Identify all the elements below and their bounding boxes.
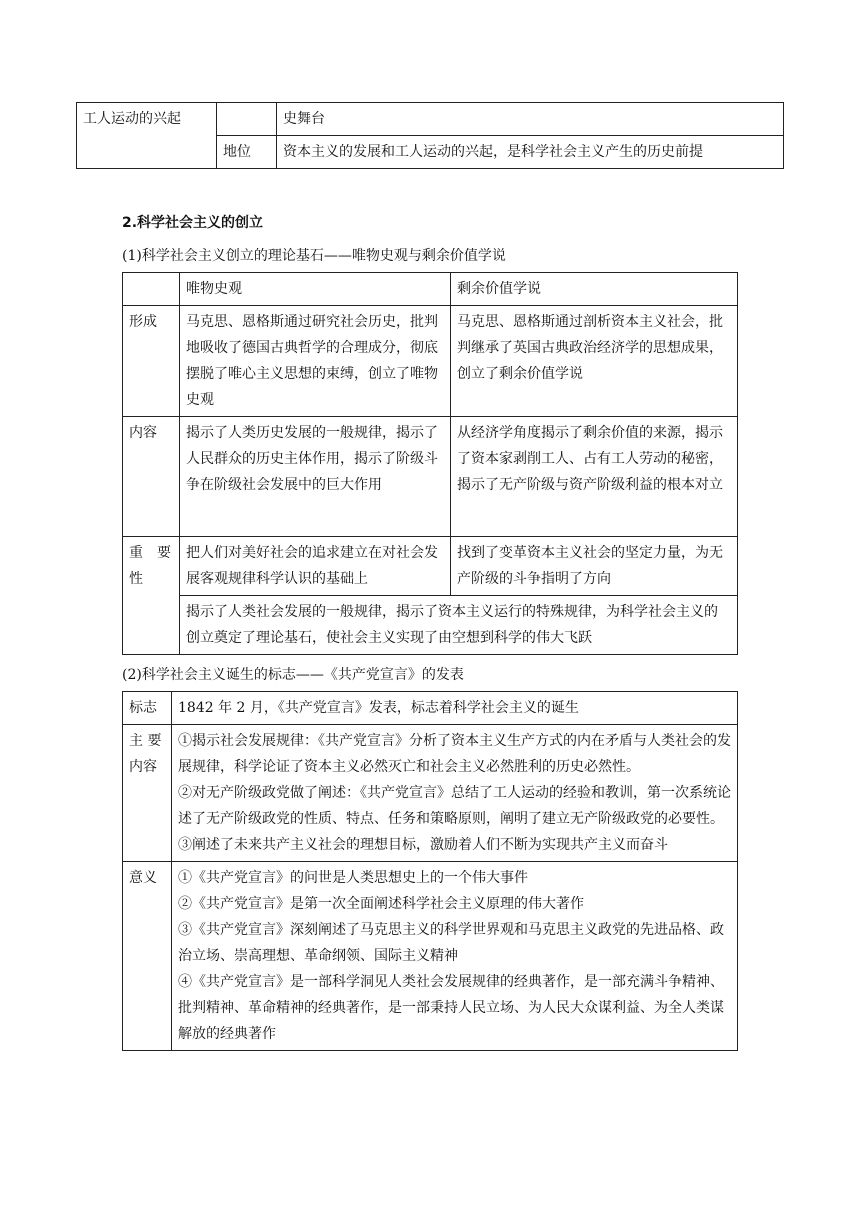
row-label: 标志 — [123, 692, 172, 725]
paragraph: ①《共产党宣言》的问世是人类思想史上的一个伟大事件 — [178, 870, 528, 886]
table-row — [123, 862, 738, 1051]
table-row — [123, 596, 738, 655]
row-label: 重 要性 — [123, 537, 180, 655]
table-cell: 揭示了人类历史发展的一般规律，揭示了人民群众的历史主体作用，揭示了阶级斗争在阶级社会发展中的巨大作用 — [180, 417, 451, 537]
table-cell-text: 史舞台 — [277, 103, 784, 136]
paragraph: ②《共产党宣言》是第一次全面阐述科学社会主义原理的伟大著作 — [178, 896, 584, 912]
table-row — [123, 306, 738, 417]
paragraph: 1842 年 2 月，《共产党宣言》发表，标志着科学社会主义的诞生 — [178, 700, 579, 716]
table-cell: 把人们对美好社会的追求建立在对社会发展客观规律科学认识的基础上 — [180, 537, 451, 596]
row-label: 主 要内容 — [123, 725, 172, 862]
column-header: 剩余价值学说 — [451, 273, 738, 306]
section-heading: 2.科学社会主义的创立 — [122, 215, 264, 231]
paragraph: ③《共产党宣言》深刻阐述了马克思主义的科学世界观和马克思主义政党的先进品格、政治立场、崇高理想、革命纲领、国际主义精神 — [178, 922, 724, 964]
table-cell: 马克思、恩格斯通过研究社会历史，批判地吸收了德国古典哲学的合理成分，彻底摆脱了唯心主义思想的束缚，创立了唯物史观 — [180, 306, 451, 417]
status-label: 地位 — [217, 136, 277, 169]
status-text: 资本主义的发展和工人运动的兴起，是科学社会主义产生的历史前提 — [277, 136, 784, 169]
row-label: 形成 — [123, 306, 180, 417]
table-cell — [172, 862, 738, 1051]
table-cell-left: 工人运动的兴起 — [77, 103, 217, 169]
table-row — [123, 725, 738, 862]
table-cell-empty — [217, 103, 277, 136]
table-row — [123, 417, 738, 537]
table-header-row — [123, 273, 738, 306]
table-cell: 找到了变革资本主义社会的坚定力量，为无产阶级的斗争指明了方向 — [451, 537, 738, 596]
paragraph: ①揭示社会发展规律：《共产党宣言》分析了资本主义生产方式的内在矛盾与人类社会的发展规律，科学论证了资本主义必然灭亡和社会主义必然胜利的历史必然性。 — [178, 733, 731, 775]
table-cell — [172, 692, 738, 725]
row-label: 意义 — [123, 862, 172, 1051]
table-row — [123, 537, 738, 596]
row-label: 内容 — [123, 417, 180, 537]
table-cell — [172, 725, 738, 862]
table-cell: 马克思、恩格斯通过剖析资本主义社会，批判继承了英国古典政治经济学的思想成果，创立了剩余价值学说 — [451, 306, 738, 417]
paragraph: ②对无产阶级政党做了阐述：《共产党宣言》总结了工人运动的经验和教训，第一次系统论述了无产阶级政党的性质、特点、任务和策略原则，阐明了建立无产阶级政党的必要性。③阐述了未来共产主义社会的理想目标，激励着人们不断为实现共产主义而奋斗 — [178, 785, 731, 853]
table-row — [123, 692, 738, 725]
column-header: 唯物史观 — [180, 273, 451, 306]
theory-table — [122, 272, 738, 655]
subheading-1: (1)科学社会主义创立的理论基石——唯物史观与剩余价值学说 — [122, 248, 506, 264]
subheading-2: (2)科学社会主义诞生的标志——《共产党宣言》的发表 — [122, 667, 464, 683]
history-table-fragment — [76, 102, 784, 169]
table-cell: 从经济学角度揭示了剩余价值的来源，揭示了资本家剥削工人、占有工人劳动的秘密，揭示了无产阶级与资产阶级利益的根本对立 — [451, 417, 738, 537]
summary-cell: 揭示了人类社会发展的一般规律，揭示了资本主义运行的特殊规律，为科学社会主义的创立奠定了理论基石，使社会主义实现了由空想到科学的伟大飞跃 — [180, 596, 738, 655]
manifesto-table — [122, 691, 738, 1051]
paragraph: ④《共产党宣言》是一部科学洞见人类社会发展规律的经典著作，是一部充满斗争精神、批判精神、革命精神的经典著作，是一部秉持人民立场、为人民大众谋利益、为全人类谋解放的经典著作 — [178, 974, 724, 1042]
